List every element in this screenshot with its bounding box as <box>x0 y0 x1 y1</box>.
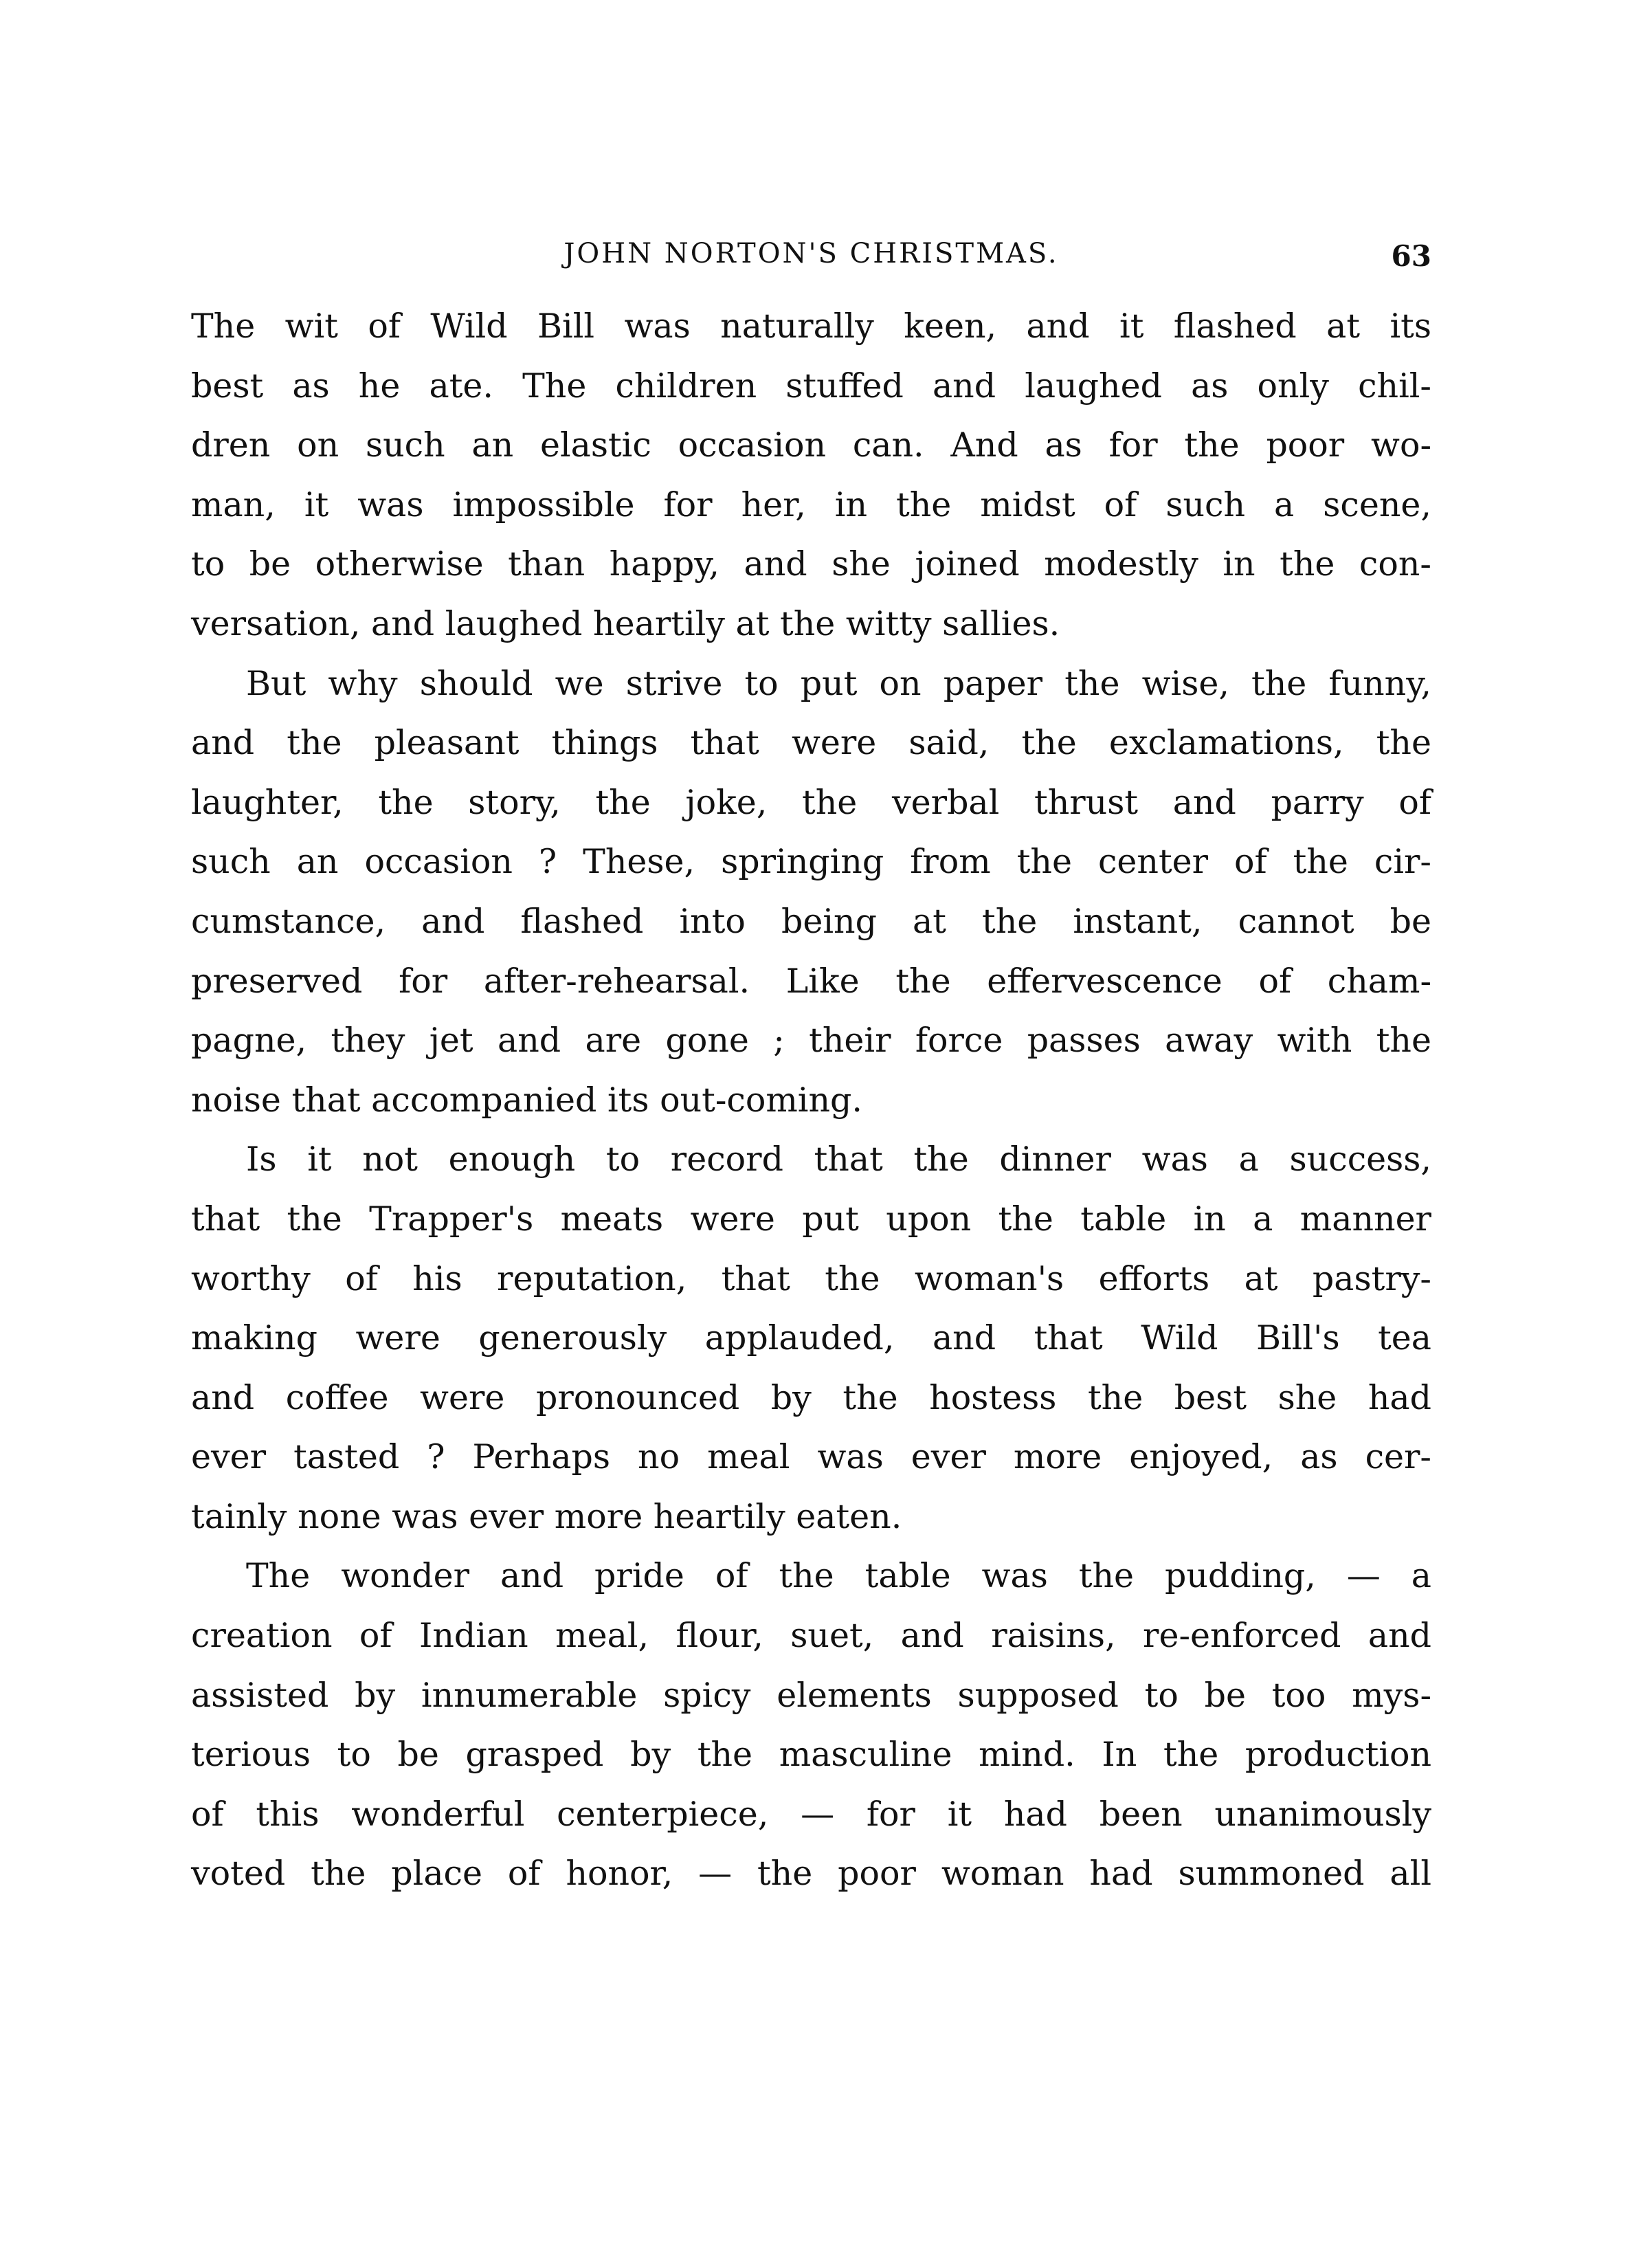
text-line: The wit of Wild Bill was naturally keen, and it flashed at its <box>191 307 1431 346</box>
text-line: Is it not enough to record that the dinner was a success, <box>246 1140 1431 1179</box>
text-line: pagne, they jet and are gone ; their force passes away with the <box>191 1021 1431 1061</box>
text-line: noise that accompanied its out-coming. <box>191 1080 862 1120</box>
paragraph-4 <box>191 1547 1431 1904</box>
text-line: assisted by innumerable spicy elements supposed to be too mys- <box>191 1675 1431 1715</box>
text-line: But why should we strive to put on paper the wise, the funny, <box>246 663 1431 703</box>
text-line: laughter, the story, the joke, the verbal thrust and parry of <box>191 782 1431 822</box>
text-line: of this wonderful centerpiece, — for it had been unanimously <box>191 1794 1431 1834</box>
running-title: JOHN NORTON'S CHRISTMAS. <box>563 238 1059 269</box>
text-line: preserved for after-rehearsal. Like the effervescence of cham- <box>191 961 1431 1001</box>
text-line: creation of Indian meal, flour, suet, and raisins, re-enforced and <box>191 1616 1431 1656</box>
text-line: such an occasion ? These, springing from the center of the cir- <box>191 842 1431 882</box>
paragraph-1 <box>191 297 1431 654</box>
text-line: making were generously applauded, and that Wild Bill's tea <box>191 1318 1431 1358</box>
paragraph-3 <box>191 1130 1431 1547</box>
text-line: worthy of his reputation, that the woman's efforts at pastry- <box>191 1259 1431 1298</box>
text-line: best as he ate. The children stuffed and laughed as only chil- <box>191 366 1431 406</box>
text-line: terious to be grasped by the masculine mind. In the production <box>191 1735 1431 1775</box>
text-line: tainly none was ever more heartily eaten. <box>191 1496 902 1536</box>
text-line: and the pleasant things that were said, the exclamations, the <box>191 723 1431 763</box>
text-line: man, it was impossible for her, in the midst of such a scene, <box>191 485 1431 524</box>
text-line: The wonder and pride of the table was the pudding, — a <box>246 1556 1431 1596</box>
text-line: dren on such an elastic occasion can. And as for the poor wo- <box>191 425 1431 465</box>
text-line: cumstance, and flashed into being at the instant, cannot be <box>191 901 1431 941</box>
running-head <box>191 231 1431 279</box>
body-text <box>191 297 1431 1904</box>
text-line: and coffee were pronounced by the hostess the best she had <box>191 1377 1431 1417</box>
page-number: 63 <box>1391 239 1431 273</box>
text-line: that the Trapper's meats were put upon the table in a manner <box>191 1199 1431 1239</box>
text-line: versation, and laughed heartily at the witty sallies. <box>191 603 1060 643</box>
paragraph-2 <box>191 654 1431 1131</box>
text-line: ever tasted ? Perhaps no meal was ever more enjoyed, as cer- <box>191 1437 1431 1477</box>
text-line: to be otherwise than happy, and she joined modestly in the con- <box>191 544 1431 584</box>
text-line: voted the place of honor, — the poor woman had summoned all <box>191 1854 1431 1894</box>
